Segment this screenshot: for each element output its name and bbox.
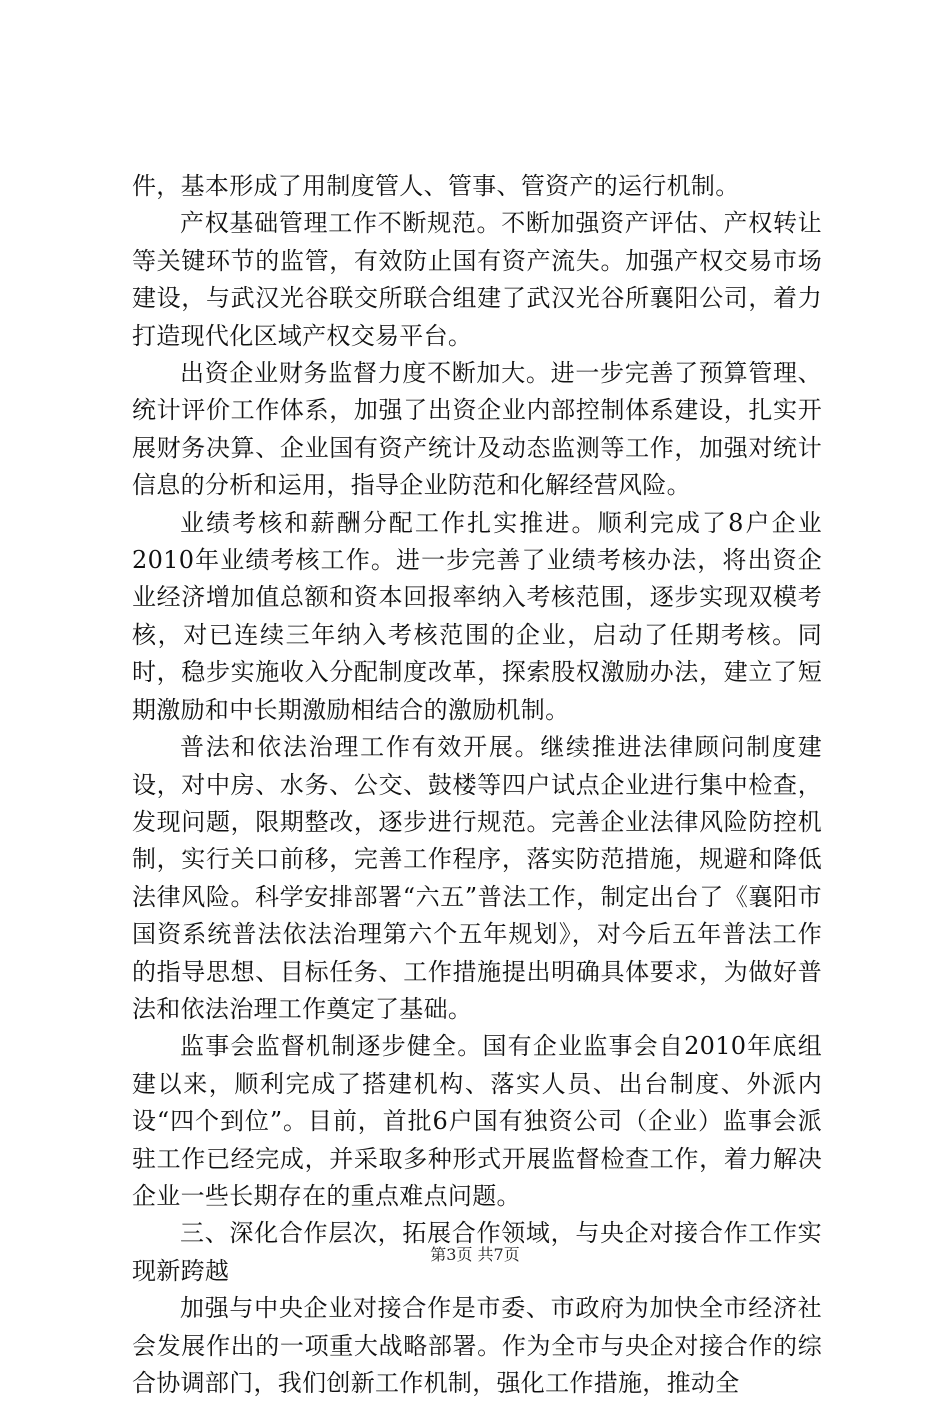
- paragraph-legal-governance: 普法和依法治理工作有效开展。继续推进法律顾问制度建设，对中房、水务、公交、鼓楼等四户试点企业进行集中检查，发现问题，限期整改，逐步进行规范。完善企业法律风险防控机制，实行关口前移，完善工作程序，落实防范措施，规避和降低法律风险。科学安排部署“六五”普法工作，制定出台了《襄阳市国资系统普法依法治理第六个五年规划》，对今后五年普法工作的指导思想、目标任务、工作措施提出明确具体要求，为做好普法和依法治理工作奠定了基础。: [132, 733, 822, 1023]
- paragraph-continuation: 件，基本形成了用制度管人、管事、管资产的运行机制。: [132, 172, 740, 200]
- paragraph-performance-assessment: 业绩考核和薪酬分配工作扎实推进。顺利完成了8户企业2010年业绩考核工作。进一步完善了业绩考核办法，将出资企业经济增加值总额和资本回报率纳入考核范围，逐步实现双模考核，对已连续三年纳入考核范围的企业，启动了任期考核。同时，稳步实施收入分配制度改革，探索股权激励办法，建立了短期激励和中长期激励相结合的激励机制。: [132, 508, 822, 724]
- page-footer: 第3页 共7页: [430, 1245, 520, 1264]
- paragraph-central-enterprise-cooperation: 加强与中央企业对接合作是市委、市政府为加快全市经济社会发展作出的一项重大战略部署。作为全市与央企对接合作的综合协调部门，我们创新工作机制，强化工作措施，推动全: [132, 1294, 822, 1397]
- paragraph-supervisory-board: 监事会监督机制逐步健全。国有企业监事会自2010年底组建以来，顺利完成了搭建机构、落实人员、出台制度、外派内设“四个到位”。目前，首批6户国有独资公司（企业）监事会派驻工作已经完成，并采取多种形式开展监督检查工作，着力解决企业一些长期存在的重点难点问题。: [132, 1032, 822, 1210]
- section-heading-three: 三、深化合作层次，拓展合作领域，与央企对接合作工作实现新跨越: [132, 1219, 822, 1285]
- document-body: [132, 168, 822, 1402]
- paragraph-financial-supervision: 出资企业财务监督力度不断加大。进一步完善了预算管理、统计评价工作体系，加强了出资企业内部控制体系建设，扎实开展财务决算、企业国有资产统计及动态监测等工作，加强对统计信息的分析和运用，指导企业防范和化解经营风险。: [132, 359, 822, 500]
- paragraph-property-rights: 产权基础管理工作不断规范。不断加强资产评估、产权转让等关键环节的监管，有效防止国有资产流失。加强产权交易市场建设，与武汉光谷联交所联合组建了武汉光谷所襄阳公司，着力打造现代化区域产权交易平台。: [132, 209, 822, 350]
